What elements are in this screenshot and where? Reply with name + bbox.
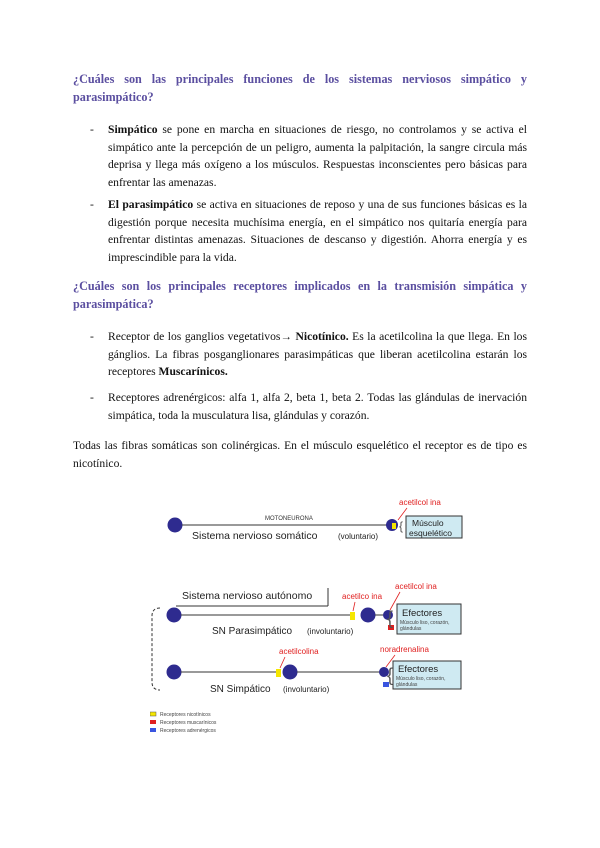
bullet-parasimpatico: [90, 196, 527, 266]
legend-swatch-adrenergic: [150, 728, 156, 732]
bullet-dash: -: [90, 391, 94, 404]
term-simpatico: Simpático: [108, 123, 158, 136]
legend-adrenergic: Receptores adrenérgicos: [160, 728, 216, 734]
bullet-receptor-ganglios: [90, 328, 527, 381]
term-nicotinico: Nicotínico.: [295, 330, 349, 343]
somatico-label: Sistema nervioso somático: [192, 530, 318, 542]
bullet-body: Es la acetilcolina la que llega. En los gánglios. La fibras posganglionares parasimpáticas que liberan acetilcolina estarán los receptores: [108, 330, 527, 378]
efectores-simp-sub2: glándulas: [396, 682, 418, 688]
bullet-simpatico: [90, 121, 527, 191]
bullet-dash: -: [90, 123, 94, 136]
bracket-para: {: [387, 608, 394, 628]
voluntario-label: (voluntario): [338, 532, 379, 541]
bullet-text: [108, 121, 527, 191]
bullet-body: se pone en marcha en situaciones de riesgo, no controlamos y se activa el simpático ante la percepción de un peligro, aumenta la palpitación, la sangre circula más deprisa y llega más oxígeno a los músculos. Respuestas inconscientes pero básicas para enfrentar las amenazas.: [108, 123, 527, 189]
autonomo-bracket: [152, 608, 160, 690]
question-1: ¿Cuáles son las principales funciones de los sistemas nerviosos simpático y parasimpático?: [73, 72, 527, 104]
neuron-body-somatic: [168, 518, 183, 533]
bullet-dash: -: [90, 330, 94, 343]
motoneurona-label: MOTONEURONA: [265, 516, 313, 522]
bullet-text: [108, 196, 527, 266]
efectores-simp-label: Efectores: [398, 664, 439, 675]
involuntario1-label: (involuntario): [307, 627, 354, 636]
question-2: ¿Cuáles son los principales receptores implicados en la transmisión simpática y parasimpática?: [73, 279, 527, 311]
legend-swatch-nicotinic: [150, 712, 156, 716]
autonomo-label: Sistema nervioso autónomo: [182, 590, 313, 602]
paragraph-somaticas: Todas las fibras somáticas son colinérgicas. En el músculo esquelético el receptor es de tipo es nicotínico.: [73, 439, 527, 470]
arrow-acetilcolina-a: [353, 602, 355, 611]
legend-nicotinic: Receptores nicotínicos: [160, 712, 211, 718]
bracket-simp: {: [387, 665, 394, 685]
receptor-nicotinic-para: [350, 612, 355, 620]
bullet-dash: -: [90, 198, 94, 211]
bracket-somatic: {: [399, 519, 404, 533]
esqueletico-label: esquelético: [409, 528, 453, 538]
efectores-para-label: Efectores: [402, 608, 443, 619]
acetilcolina-top-label: acetilcol ina: [399, 498, 441, 507]
acetilcolina-a-label: acetilco ina: [342, 592, 383, 601]
acetilcolina-b-label: acetilcol ina: [395, 582, 437, 591]
involuntario2-label: (involuntario): [283, 685, 330, 694]
bullet-adrenergicos: [90, 389, 527, 424]
neuron-body-simp: [167, 665, 182, 680]
nervous-system-diagram: [150, 494, 470, 740]
ganglion-neuron-simp: [283, 665, 298, 680]
receptor-nicotinic-somatic: [392, 523, 396, 529]
efectores-para-sub1: Músculo liso, corazón,: [400, 620, 450, 626]
term-parasimpatico: El parasimpático: [108, 198, 194, 211]
legend-muscarinic: Receptores muscarínicos: [160, 720, 217, 726]
efectores-simp-sub1: Músculo liso, corazón,: [396, 676, 446, 682]
acetilcolina-c-label: acetilcolina: [279, 647, 319, 656]
musculo-label: Músculo: [412, 518, 444, 528]
legend-swatch-muscarinic: [150, 720, 156, 724]
bullet-text: [108, 328, 527, 381]
receptor-nicotinic-simp: [276, 669, 281, 677]
noradrenalina-label: noradrenalina: [380, 645, 429, 654]
bullet-body: se activa en situaciones de reposo y una de sus funciones básicas es la digestión porque necesita muchísima energía, en el simpático nos quitaría energía para enfrentar distintas amenazas. Situaciones de descanso y digestión. Ahorra energía y es imprescindible para la vida.: [108, 198, 527, 264]
bullet-pre: Receptor de los ganglios vegetativos→: [108, 330, 296, 343]
parasimpatico-label: SN Parasimpático: [212, 626, 293, 637]
arrow-acetilcolina-c: [280, 657, 285, 668]
simpatico-label: SN Simpático: [210, 684, 271, 695]
efectores-para-sub2: glándulas: [400, 626, 422, 632]
neuron-body-para: [167, 608, 182, 623]
ganglion-neuron-para: [361, 608, 376, 623]
term-muscarinicos: Muscarínicos.: [158, 365, 228, 378]
bullet-text: Receptores adrenérgicos: alfa 1, alfa 2, beta 1, beta 2. Todas las glándulas de inervación simpática, toda la musculatura lisa, glándulas y corazón.: [108, 391, 527, 422]
